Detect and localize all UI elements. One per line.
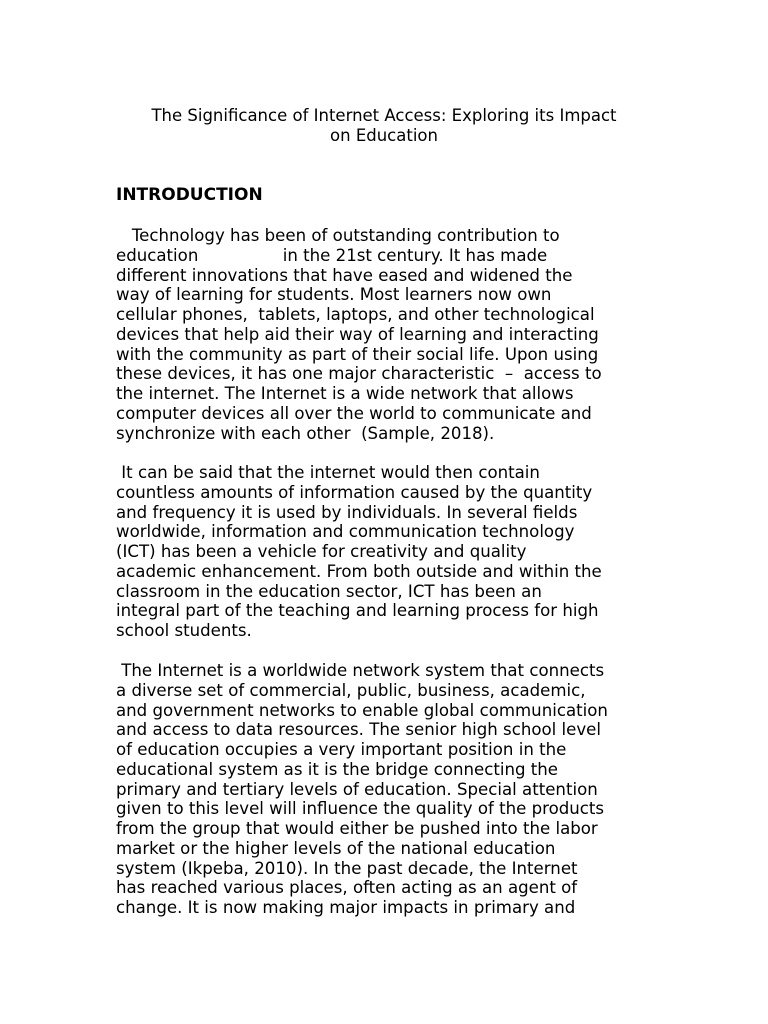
text-line: has reached various places, often acting as an agent of (116, 878, 578, 898)
paragraph (116, 226, 656, 443)
text-line: educational system as it is the bridge connecting the (116, 759, 559, 779)
text-line: and government networks to enable global communication (116, 700, 608, 720)
text-line: and access to data resources. The senior high school level (116, 720, 601, 740)
text-line: school students. (116, 621, 252, 640)
text-line: synchronize with each other (Sample, 2018). (116, 423, 495, 443)
text-line: of education occupies a very important position in the (116, 740, 567, 759)
text-line: The Internet is a worldwide network system that connects (116, 661, 605, 680)
text-line: worldwide, information and communication technology (116, 522, 575, 542)
title-line: on Education (330, 126, 438, 145)
text-line: It can be said that the internet would then contain (116, 463, 540, 482)
text-line: classroom in the education sector, ICT has been an (116, 581, 542, 601)
text-line: market or the higher levels of the national education (116, 838, 556, 858)
text-line: cellular phones, tablets, laptops, and other technological (116, 305, 595, 324)
text-line: different innovations that have eased and widened the (116, 265, 573, 285)
text-line: a diverse set of commercial, public, business, academic, (116, 680, 586, 700)
text-line: way of learning for students. Most learners now own (116, 285, 552, 305)
text-line: and frequency it is used by individuals. In several fields (116, 502, 578, 522)
document-title (116, 106, 652, 146)
text-line: computer devices all over the world to communicate and (116, 403, 592, 423)
text-line: with the community as part of their social life. Upon using (116, 344, 599, 364)
paragraph (116, 463, 656, 641)
text-line: primary and tertiary levels of education. Special attention (116, 779, 598, 799)
text-line: given to this level will influence the quality of the products (116, 799, 605, 819)
section-heading: INTRODUCTION (116, 185, 263, 205)
text-line: academic enhancement. From both outside and within the (116, 561, 602, 581)
text-line: integral part of the teaching and learning process for high (116, 601, 599, 621)
text-line: these devices, it has one major characteristic – access to (116, 364, 602, 384)
text-line: from the group that would either be pushed into the labor (116, 819, 598, 838)
text-line: (ICT) has been a vehicle for creativity and quality (116, 542, 527, 561)
text-line: change. It is now making major impacts in primary and (116, 898, 576, 917)
text-line: education in the 21st century. It has made (116, 245, 548, 265)
text-line: countless amounts of information caused by the quantity (116, 482, 593, 502)
text-line: the internet. The Internet is a wide network that allows (116, 384, 574, 403)
text-line: system (Ikpeba, 2010). In the past decade, the Internet (116, 858, 578, 878)
title-line: The Significance of Internet Access: Exploring its Impact (151, 106, 617, 125)
text-line: Technology has been of outstanding contribution to (116, 226, 560, 245)
text-line: devices that help aid their way of learning and interacting (116, 324, 599, 344)
paragraph (116, 661, 656, 918)
